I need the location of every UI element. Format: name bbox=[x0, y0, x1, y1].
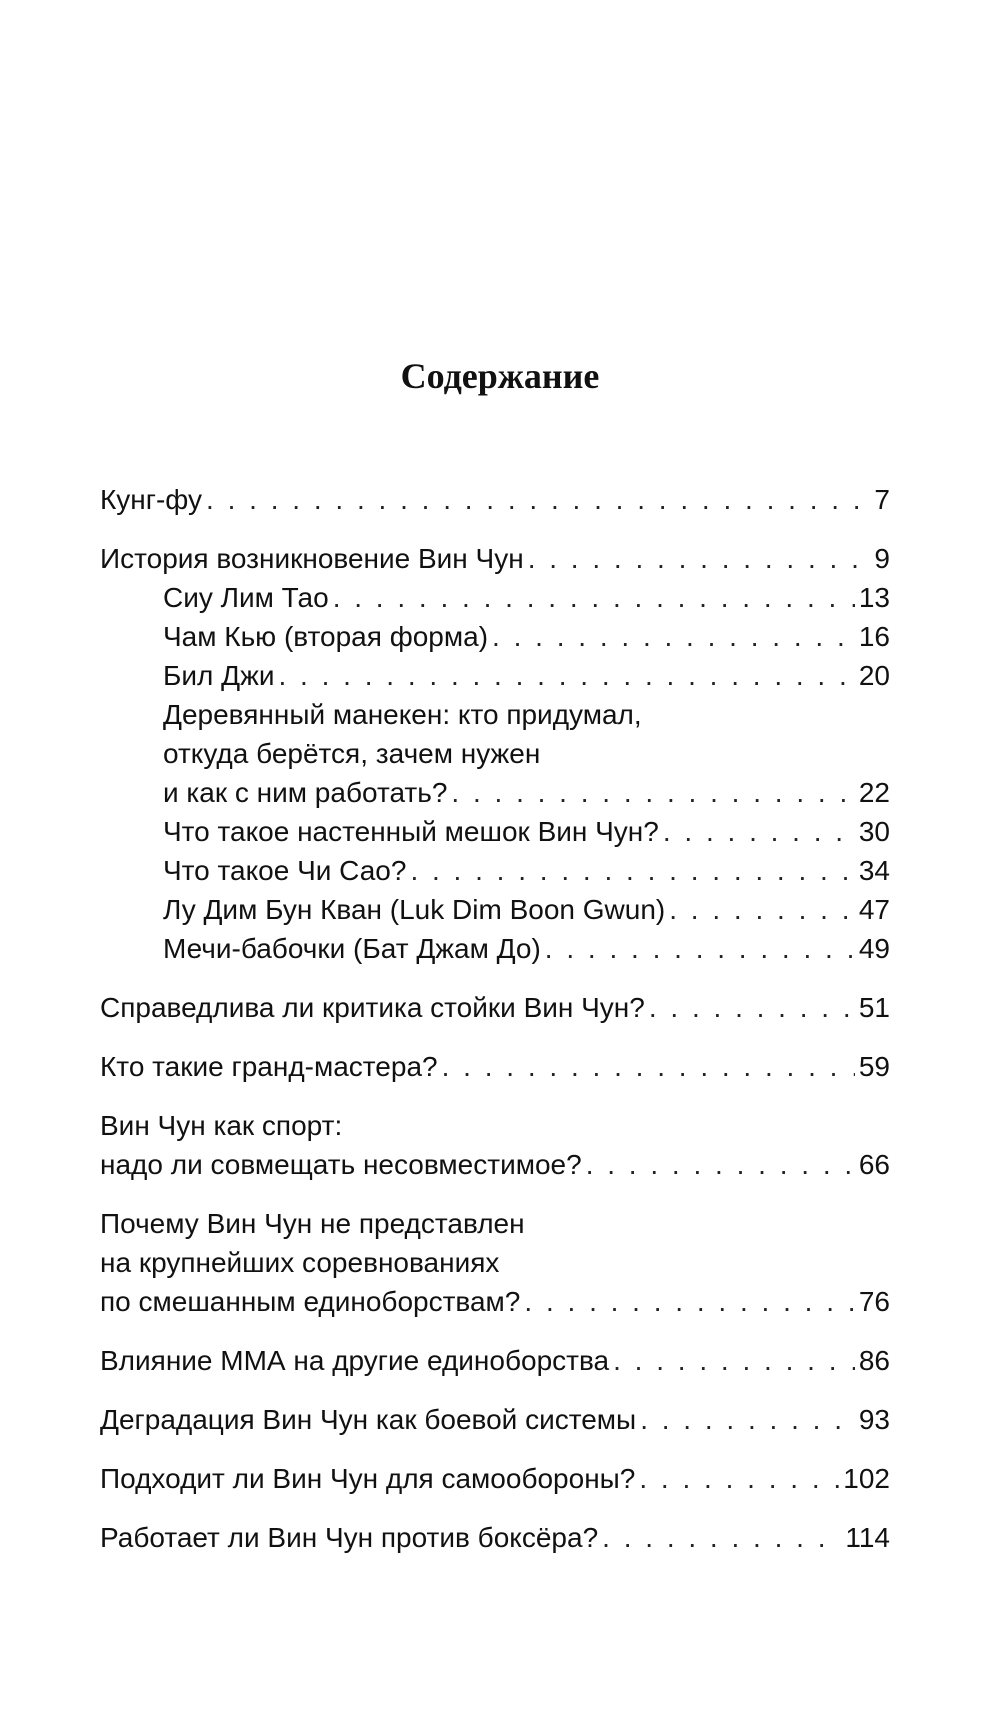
toc-page-number: 114 bbox=[845, 1522, 890, 1553]
toc-entry-title: Что такое Чи Сао? bbox=[163, 855, 407, 886]
toc-entry-title: и как с ним работать? bbox=[163, 777, 448, 808]
toc-subentry bbox=[163, 656, 890, 695]
toc-entry-title: История возникновение Вин Чун bbox=[100, 543, 524, 574]
toc-entry-last-line bbox=[163, 929, 890, 968]
toc-entry bbox=[100, 539, 890, 578]
toc-entry-title: Лу Дим Бун Кван (Luk Dim Boon Gwun) bbox=[163, 894, 666, 925]
toc-entry-title: Подходит ли Вин Чун для самообороны? bbox=[100, 1463, 636, 1494]
dot-leader bbox=[528, 539, 871, 578]
toc-page-number: 20 bbox=[858, 660, 890, 691]
toc-entry-last-line bbox=[163, 773, 890, 812]
toc-page-number: 86 bbox=[858, 1345, 890, 1376]
toc-entry-title: Сиу Лим Тао bbox=[163, 582, 329, 613]
toc-entry-title: Вин Чун как спорт: bbox=[100, 1110, 343, 1141]
toc-page-number: 47 bbox=[858, 894, 890, 925]
toc-entry-line bbox=[100, 1106, 890, 1145]
toc-entry-title: по смешанным единоборствам? bbox=[100, 1286, 521, 1317]
toc-subentry bbox=[163, 812, 890, 851]
toc-page-number: 13 bbox=[858, 582, 890, 613]
toc-subentry bbox=[163, 617, 890, 656]
table-of-contents bbox=[100, 480, 890, 1557]
dot-leader bbox=[451, 773, 854, 812]
toc-entry bbox=[100, 1106, 890, 1184]
toc-entry bbox=[100, 1459, 890, 1498]
toc-page-number: 7 bbox=[874, 484, 890, 515]
toc-page-number: 93 bbox=[858, 1404, 890, 1435]
dot-leader bbox=[333, 578, 855, 617]
toc-page-number: 22 bbox=[858, 777, 890, 808]
toc-entry-title: Что такое настенный мешок Вин Чун? bbox=[163, 816, 659, 847]
toc-entry-title: Кто такие гранд-мастера? bbox=[100, 1051, 438, 1082]
dot-leader bbox=[669, 890, 855, 929]
toc-entry-last-line bbox=[100, 988, 890, 1027]
dot-leader bbox=[545, 929, 855, 968]
dot-leader bbox=[663, 812, 855, 851]
toc-entry-last-line bbox=[163, 812, 890, 851]
toc-entry-last-line bbox=[163, 656, 890, 695]
toc-subentry bbox=[163, 851, 890, 890]
dot-leader bbox=[639, 1459, 839, 1498]
toc-page-number: 16 bbox=[858, 621, 890, 652]
toc-entry bbox=[100, 1047, 890, 1086]
toc-entry-title: Почему Вин Чун не представлен bbox=[100, 1208, 525, 1239]
toc-entry-title: Деревянный манекен: кто придумал, bbox=[163, 699, 642, 730]
dot-leader bbox=[206, 480, 870, 519]
dot-leader bbox=[640, 1400, 855, 1439]
toc-entry-title: Кунг-фу bbox=[100, 484, 203, 515]
toc-entry-last-line bbox=[100, 1282, 890, 1321]
toc-entry-title: Справедлива ли критика стойки Вин Чун? bbox=[100, 992, 645, 1023]
toc-entry-line bbox=[163, 695, 890, 734]
toc-page-number: 66 bbox=[858, 1149, 890, 1180]
toc-page-number: 30 bbox=[858, 816, 890, 847]
toc-entry bbox=[100, 1204, 890, 1321]
toc-entry-title: Влияние ММА на другие единоборства bbox=[100, 1345, 610, 1376]
toc-page-number: 59 bbox=[858, 1051, 890, 1082]
toc-subentry bbox=[163, 578, 890, 617]
toc-subentry bbox=[163, 890, 890, 929]
toc-entry bbox=[100, 1518, 890, 1557]
dot-leader bbox=[524, 1282, 854, 1321]
toc-entry bbox=[100, 988, 890, 1027]
toc-page-number: 34 bbox=[858, 855, 890, 886]
dot-leader bbox=[586, 1145, 855, 1184]
toc-entry-title: откуда берётся, зачем нужен bbox=[163, 738, 541, 769]
dot-leader bbox=[492, 617, 855, 656]
toc-entry-title: Чам Кью (вторая форма) bbox=[163, 621, 489, 652]
toc-entry-last-line bbox=[100, 1459, 890, 1498]
toc-entry bbox=[100, 1400, 890, 1439]
toc-entry-last-line bbox=[163, 890, 890, 929]
toc-subentry bbox=[163, 695, 890, 812]
toc-page-number: 102 bbox=[843, 1463, 890, 1494]
toc-entry-last-line bbox=[163, 617, 890, 656]
toc-entry-last-line bbox=[163, 851, 890, 890]
toc-subentry bbox=[163, 929, 890, 968]
page-title: Содержание bbox=[400, 356, 600, 396]
toc-entry-last-line bbox=[100, 1400, 890, 1439]
toc-entry-title: Работает ли Вин Чун против боксёра? bbox=[100, 1522, 599, 1553]
toc-entry-last-line bbox=[100, 1047, 890, 1086]
toc-entry-title: Бил Джи bbox=[163, 660, 275, 691]
toc-entry-title: надо ли совмещать несовместимое? bbox=[100, 1149, 582, 1180]
toc-entry-last-line bbox=[100, 539, 890, 578]
toc-entry-last-line bbox=[100, 1145, 890, 1184]
dot-leader bbox=[602, 1518, 841, 1557]
toc-entry-title: на крупнейших соревнованиях bbox=[100, 1247, 500, 1278]
toc-entry-line bbox=[100, 1204, 890, 1243]
dot-leader bbox=[410, 851, 854, 890]
toc-entry-line bbox=[100, 1243, 890, 1282]
toc-page-number: 9 bbox=[874, 543, 890, 574]
toc-entry-last-line bbox=[100, 480, 890, 519]
dot-leader bbox=[278, 656, 854, 695]
toc-entry-line bbox=[163, 734, 890, 773]
toc-page-number: 76 bbox=[858, 1286, 890, 1317]
dot-leader bbox=[613, 1341, 855, 1380]
toc-entry-title: Мечи-бабочки (Бат Джам До) bbox=[163, 933, 541, 964]
toc-entry-last-line bbox=[163, 578, 890, 617]
dot-leader bbox=[649, 988, 855, 1027]
toc-page-number: 51 bbox=[858, 992, 890, 1023]
toc-entry-last-line bbox=[100, 1518, 890, 1557]
toc-entry bbox=[100, 480, 890, 519]
toc-page-number: 49 bbox=[858, 933, 890, 964]
dot-leader bbox=[442, 1047, 855, 1086]
toc-entry-last-line bbox=[100, 1341, 890, 1380]
toc-entry bbox=[100, 1341, 890, 1380]
toc-entry-title: Деградация Вин Чун как боевой системы bbox=[100, 1404, 637, 1435]
